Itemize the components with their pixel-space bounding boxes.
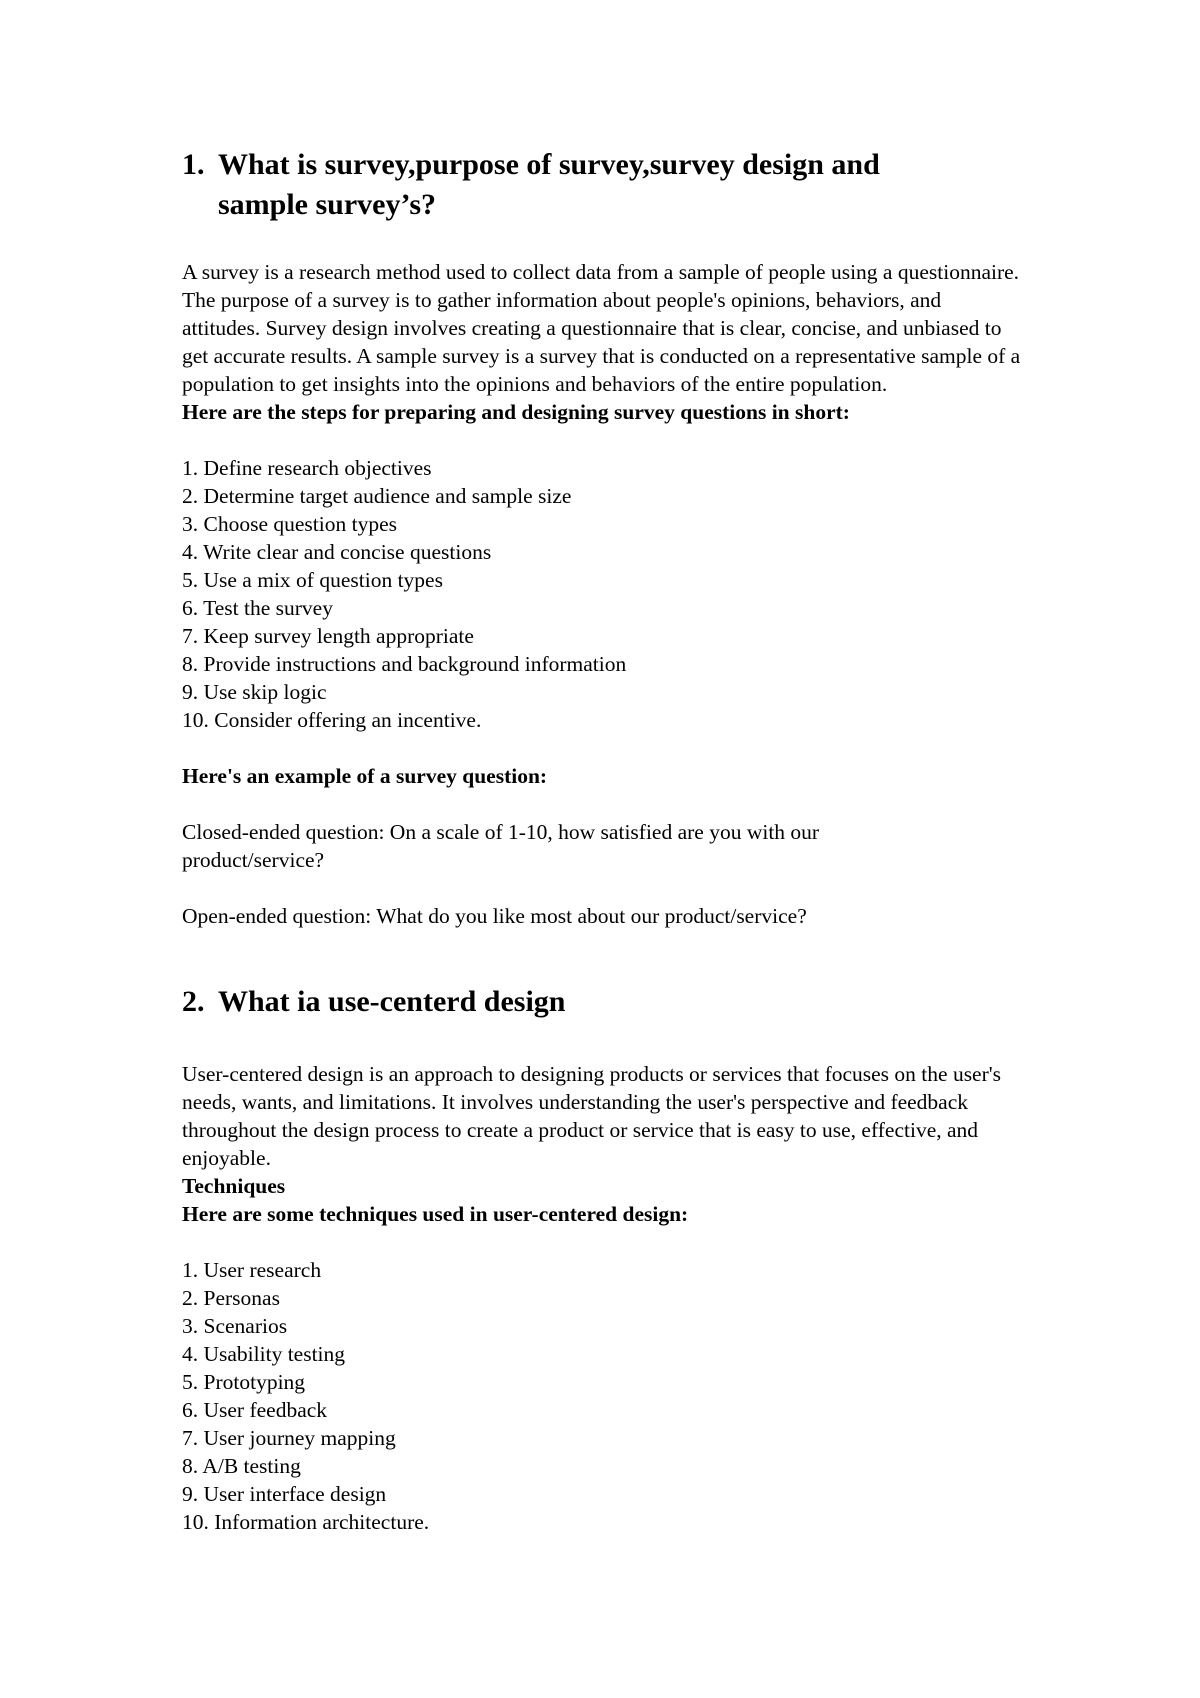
example-heading: Here's an example of a survey question: [182, 764, 548, 788]
list-item: 1. Define research objectives [182, 456, 432, 480]
list-item: 3. Scenarios [182, 1314, 288, 1338]
steps-heading: Here are the steps for preparing and designing survey questions in short: [182, 400, 850, 424]
techniques-heading: Here are some techniques used in user-centered design: [182, 1202, 689, 1226]
list-item: 6. Test the survey [182, 596, 333, 620]
section-1-number: 1. [182, 148, 205, 181]
list-item: 9. Use skip logic [182, 680, 327, 704]
list-item: 10. Consider offering an incentive. [182, 708, 482, 732]
section-1-body [182, 258, 1042, 930]
section-2-title: What ia use-centerd design [218, 985, 566, 1018]
section-1-title-line-2: sample survey’s? [218, 188, 437, 221]
techniques-label: Techniques [182, 1174, 286, 1198]
section-2-body [182, 1060, 1042, 1536]
list-item: 2. Personas [182, 1286, 280, 1310]
list-item: 7. User journey mapping [182, 1426, 396, 1450]
list-item: 5. Use a mix of question types [182, 568, 443, 592]
list-item: 7. Keep survey length appropriate [182, 624, 474, 648]
closed-question: Closed-ended question: On a scale of 1-10, how satisfied are you with our product/service? [182, 820, 820, 872]
list-item: 10. Information architecture. [182, 1510, 430, 1534]
list-item: 5. Prototyping [182, 1370, 306, 1394]
list-item: 8. A/B testing [182, 1454, 301, 1478]
list-item: 2. Determine target audience and sample size [182, 484, 572, 508]
list-item: 1. User research [182, 1258, 322, 1282]
section-2-number: 2. [182, 985, 205, 1018]
section-1-intro: A survey is a research method used to collect data from a sample of people using a questionnaire. The purpose of a survey is to gather information about people's opinions, behaviors, and attitudes. Survey design involves creating a questionnaire that is clear, concise, and unbiased to get accurate results. A sample survey is a survey that is conducted on a representative sample of a population to get insights into the opinions and behaviors of the entire population. [182, 260, 1021, 396]
list-item: 9. User interface design [182, 1482, 387, 1506]
section-2-intro: User-centered design is an approach to designing products or services that focuses on the user's needs, wants, and limitations. It involves understanding the user's perspective and feedback throughout the design process to create a product or service that is easy to use, effective, and enjoyable. [182, 1062, 1002, 1170]
list-item: 4. Write clear and concise questions [182, 540, 492, 564]
section-1-title-line-1: What is survey,purpose of survey,survey design and [218, 148, 880, 181]
list-item: 4. Usability testing [182, 1342, 346, 1366]
list-item: 8. Provide instructions and background information [182, 652, 627, 676]
open-question: Open-ended question: What do you like most about our product/service? [182, 904, 807, 928]
techniques-list [182, 1256, 1042, 1536]
list-item: 6. User feedback [182, 1398, 328, 1422]
list-item: 3. Choose question types [182, 512, 397, 536]
steps-list [182, 454, 1042, 734]
